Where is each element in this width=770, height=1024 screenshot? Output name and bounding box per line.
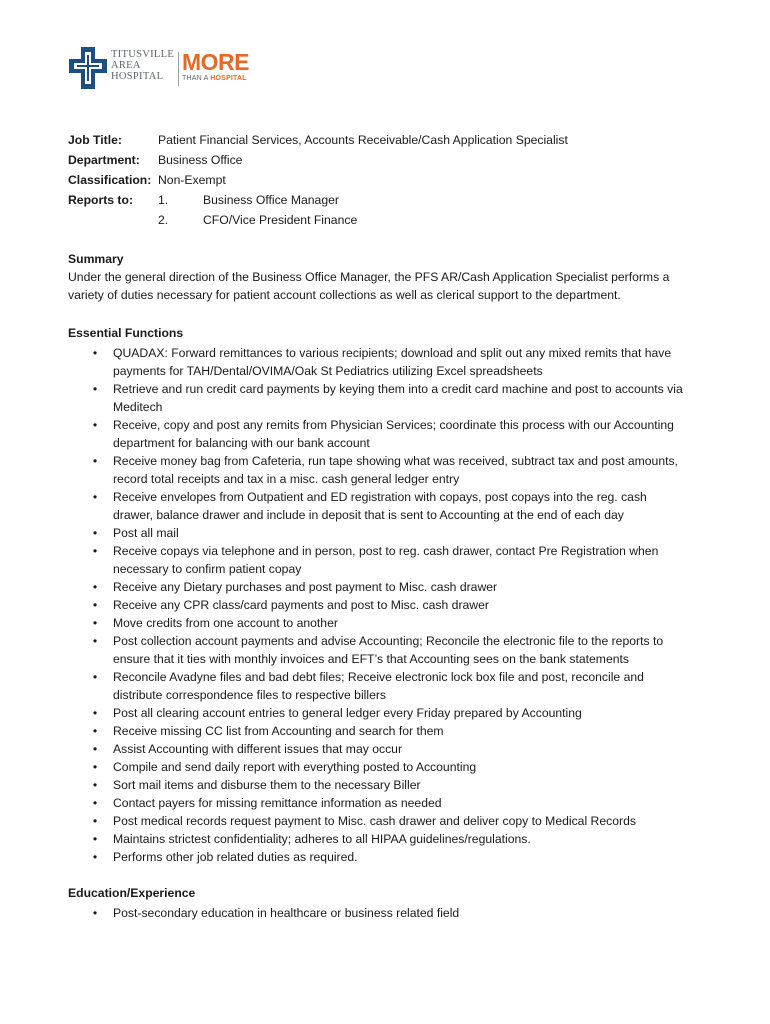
list-item-line: distribute correspondence files to respective billers [113,688,386,702]
list-item-line: ensure that it ties with monthly invoices and EFT’s that Accounting sees on the bank statements [113,652,629,666]
list-item-line: Sort mail items and disburse them to the necessary Biller [113,778,421,792]
bullet-icon: • [92,346,98,360]
bullet-icon: • [92,454,98,468]
bullet-icon: • [92,670,98,684]
bullet-icon: • [92,418,98,432]
list-item-line: Performs other job related duties as required. [113,850,358,864]
list-item-line: Receive money bag from Cafeteria, run tape showing what was received, subtract tax and post amounts, [113,454,678,468]
bullet-icon: • [92,598,98,612]
reports-to-value: Business Office Manager [203,193,339,207]
bullet-icon: • [92,850,98,864]
list-item [68,758,718,776]
cross-logo-icon [68,46,108,90]
department-label: Department: [68,153,140,167]
education-section [68,884,718,922]
reports-to-number: 1. [158,193,169,207]
list-item [68,452,718,488]
list-item [68,344,718,380]
list-item-line: Contact payers for missing remittance information as needed [113,796,442,810]
bullet-icon: • [92,706,98,720]
list-item-line: drawer, balance drawer and include in deposit that is sent to Accounting at the end of each day [113,508,624,522]
job-info [68,130,568,230]
list-item-line: Post all clearing account entries to general ledger every Friday prepared by Accounting [113,706,582,720]
summary-line: Under the general direction of the Business Office Manager, the PFS AR/Cash Application Specialist performs a [68,270,670,284]
list-item [68,596,718,614]
list-item [68,632,718,668]
classification-label: Classification: [68,173,152,187]
job-title-row [68,130,568,150]
list-item-line: record total receipts and tax in a misc. cash general ledger entry [113,472,460,486]
logo-tagline-prefix: THAN A [182,75,209,82]
list-item-line: Post collection account payments and advise Accounting; Reconcile the electronic file to the reports to [113,634,664,648]
list-item [68,812,718,830]
list-item [68,904,718,922]
summary-section [68,250,718,304]
list-item-line: Receive, copy and post any remits from Physician Services; coordinate this process with our Accounting [113,418,674,432]
list-item [68,722,718,740]
classification-value: Non-Exempt [158,173,226,187]
hospital-name-line2: AREA [111,60,141,71]
logo-tagline-bold: HOSPITAL [210,75,247,82]
bullet-icon: • [92,724,98,738]
hospital-logo [68,44,258,92]
list-item-line: QUADAX: Forward remittances to various recipients; download and split out any mixed remits that have [113,346,672,360]
list-item [68,794,718,812]
list-item-line: necessary to confirm patient copay [113,562,302,576]
hospital-name [111,49,174,82]
logo-divider [178,52,179,86]
job-title-label: Job Title: [68,133,122,147]
summary-line: variety of duties necessary for patient account collections as well as clerical support to the department. [68,288,621,302]
job-title-value: Patient Financial Services, Accounts Receivable/Cash Application Specialist [158,133,568,147]
bullet-icon: • [92,760,98,774]
list-item-line: department for balancing with our bank account [113,436,370,450]
list-item-line: Meditech [113,400,163,414]
list-item-line: Receive any CPR class/card payments and post to Misc. cash drawer [113,598,489,612]
hospital-name-line3: HOSPITAL [111,71,164,82]
list-item [68,524,718,542]
bullet-icon: • [92,526,98,540]
logo-tagline [182,75,247,83]
essential-functions-title: Essential Functions [68,326,184,340]
summary-title: Summary [68,252,124,266]
list-item-line: Receive missing CC list from Accounting and search for them [113,724,444,738]
list-item [68,614,718,632]
list-item-line: Move credits from one account to another [113,616,338,630]
list-item-line: payments for TAH/Dental/OVIMA/Oak St Pediatrics utilizing Excel spreadsheets [113,364,543,378]
list-item [68,668,718,704]
bullet-icon: • [92,580,98,594]
list-item [68,830,718,848]
list-item [68,578,718,596]
list-item [68,380,718,416]
list-item [68,416,718,452]
list-item-line: Retrieve and run credit card payments by keying them into a credit card machine and post to accounts via [113,382,683,396]
essential-functions-section [68,324,718,866]
list-item [68,740,718,758]
logo-brand: MORE [182,49,249,75]
list-item [68,704,718,722]
list-item-line: Receive envelopes from Outpatient and ED registration with copays, post copays into the reg. cash [113,490,647,504]
list-item [68,488,718,524]
bullet-icon: • [92,382,98,396]
list-item-line: Post-secondary education in healthcare or business related field [113,906,460,920]
list-item-line: Post medical records request payment to Misc. cash drawer and deliver copy to Medical Records [113,814,636,828]
department-value: Business Office [158,153,243,167]
list-item [68,776,718,794]
education-list [68,904,718,922]
reports-to-row [68,190,568,210]
bullet-icon: • [92,616,98,630]
bullet-icon: • [92,832,98,846]
bullet-icon: • [92,634,98,648]
bullet-icon: • [92,778,98,792]
reports-to-value: CFO/Vice President Finance [203,213,358,227]
list-item-line: Assist Accounting with different issues that may occur [113,742,403,756]
bullet-icon: • [92,796,98,810]
list-item [68,542,718,578]
hospital-name-line1: TITUSVILLE [111,49,175,60]
reports-to-row [68,210,568,230]
list-item-line: Maintains strictest confidentiality; adheres to all HIPAA guidelines/regulations. [113,832,531,846]
list-item-line: Post all mail [113,526,179,540]
list-item-line: Reconcile Avadyne files and bad debt files; Receive electronic lock box file and post, reconcile and [113,670,644,684]
bullet-icon: • [92,490,98,504]
list-item-line: Receive copays via telephone and in person, post to reg. cash drawer, contact Pre Registration when [113,544,659,558]
education-title: Education/Experience [68,886,196,900]
list-item-line: Receive any Dietary purchases and post payment to Misc. cash drawer [113,580,498,594]
list-item [68,848,718,866]
classification-row [68,170,568,190]
bullet-icon: • [92,906,98,920]
list-item-line: Compile and send daily report with everything posted to Accounting [113,760,477,774]
bullet-icon: • [92,742,98,756]
essential-functions-list [68,344,718,866]
department-row [68,150,568,170]
bullet-icon: • [92,544,98,558]
reports-to-number: 2. [158,213,169,227]
bullet-icon: • [92,814,98,828]
reports-to-label: Reports to: [68,193,133,207]
